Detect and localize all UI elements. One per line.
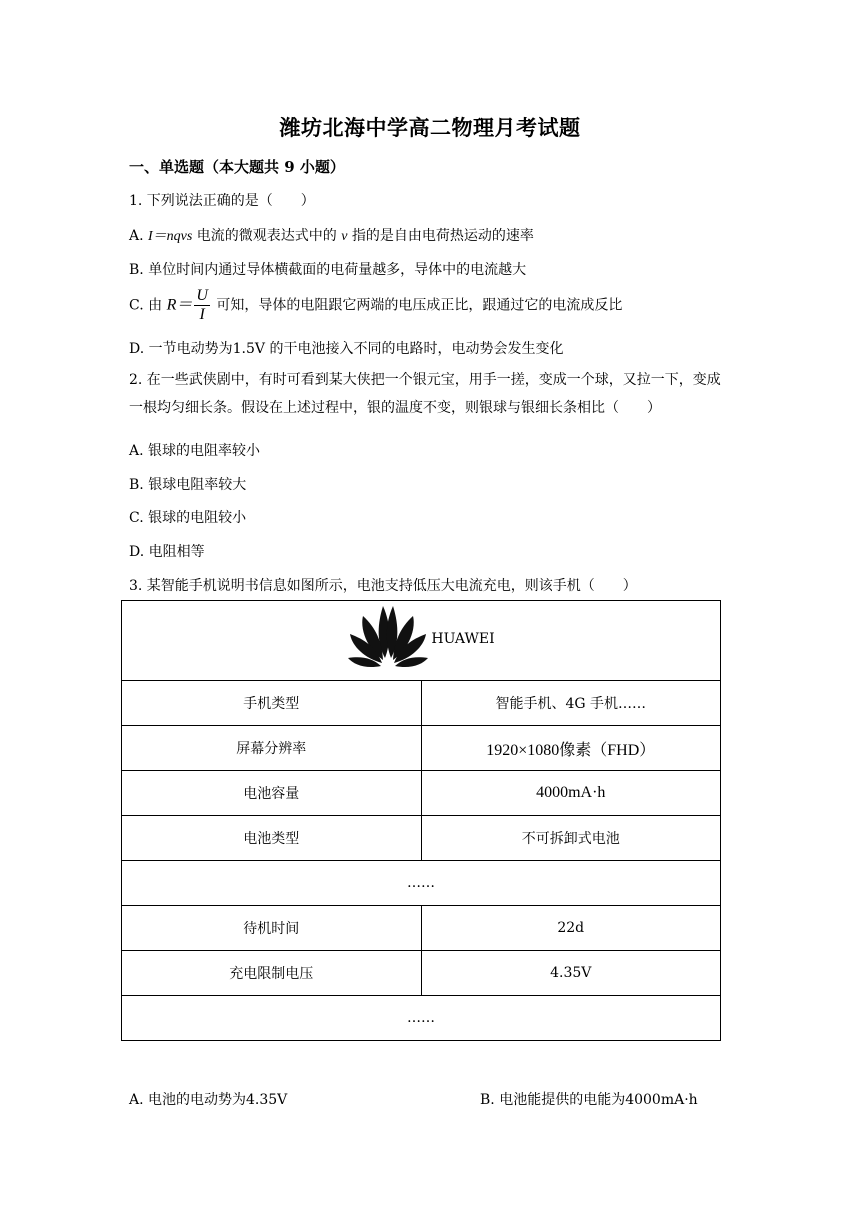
q2-stem: 2. 在一些武侠剧中，有时可看到某大侠把一个银元宝，用手一搓，变成一个球，又拉一下，变成一根均匀细长条。假设在上述过程中，银的温度不变，则银球与银细长条相比（ ） xyxy=(129,372,721,416)
section-heading: 一、单选题（本大题共 9 小题） xyxy=(129,158,345,176)
q1-stem: 1. 下列说法正确的是（ ） xyxy=(129,193,315,209)
q1-option-c-fraction xyxy=(194,287,210,324)
q1-option-a-var: v xyxy=(341,229,348,244)
q1-option-a-text-1: 电流的微观表达式中的 xyxy=(192,228,342,244)
spec-value: 22d xyxy=(421,906,721,951)
q1-option-c-denominator: I xyxy=(199,306,205,323)
spec-ellipsis: …… xyxy=(122,996,721,1041)
q1-option-a-text-2: 指的是自由电荷热运动的速率 xyxy=(347,228,534,244)
q1-option-c-text: 可知，导体的电阻跟它两端的电压成正比，跟通过它的电流成反比 xyxy=(211,297,623,314)
q1-option-a-formula: I＝nqvs xyxy=(148,229,193,244)
spec-value: 智能手机、4G 手机…… xyxy=(421,681,721,726)
spec-logo-cell xyxy=(122,601,721,681)
spec-value: 不可拆卸式电池 xyxy=(421,816,721,861)
q3-option-b: B. 电池能提供的电能为4000mA·h xyxy=(480,1092,698,1108)
q1-option-a xyxy=(129,225,534,245)
spec-row xyxy=(122,906,721,951)
page-title: 潍坊北海中学高二物理月考试题 xyxy=(279,115,581,140)
q1-option-c-lhs: R＝ xyxy=(166,296,193,314)
spec-row xyxy=(122,726,721,771)
q1-option-c-prefix: C. 由 xyxy=(129,297,167,314)
q1-option-b: B. 单位时间内通过导体横截面的电荷量越多，导体中的电流越大 xyxy=(129,262,527,278)
spec-label: 手机类型 xyxy=(122,681,422,726)
spec-value: 4.35V xyxy=(421,951,721,996)
brand-name: HUAWEI xyxy=(431,630,495,647)
q3-option-a: A. 电池的电动势为4.35V xyxy=(129,1092,288,1108)
spec-logo-row xyxy=(122,601,721,681)
spec-row xyxy=(122,816,721,861)
spec-label: 屏幕分辨率 xyxy=(122,726,422,771)
spec-row xyxy=(122,951,721,996)
spec-label: 电池类型 xyxy=(122,816,422,861)
spec-row xyxy=(122,681,721,726)
huawei-logo-icon xyxy=(347,604,429,674)
spec-row xyxy=(122,771,721,816)
spec-ellipsis-row xyxy=(122,861,721,906)
q2-option-c: C. 银球的电阻较小 xyxy=(129,510,247,526)
q1-option-c-numerator: U xyxy=(196,287,208,304)
q3-stem: 3. 某智能手机说明书信息如图所示，电池支持低压大电流充电，则该手机（ ） xyxy=(129,578,637,594)
q2-option-d: D. 电阻相等 xyxy=(129,544,205,560)
q2-option-b: B. 银球电阻率较大 xyxy=(129,477,247,493)
brand-logo xyxy=(347,604,494,674)
spec-table xyxy=(121,600,721,1041)
q2-option-a: A. 银球的电阻率较小 xyxy=(129,443,261,459)
spec-label: 待机时间 xyxy=(122,906,422,951)
spec-value: 1920×1080像素（FHD） xyxy=(421,726,721,771)
spec-value: 4000mA·h xyxy=(421,771,721,816)
spec-label: 充电限制电压 xyxy=(122,951,422,996)
spec-ellipsis-row xyxy=(122,996,721,1041)
q1-option-d: D. 一节电动势为1.5V 的干电池接入不同的电路时，电动势会发生变化 xyxy=(129,341,564,357)
spec-ellipsis: …… xyxy=(122,861,721,906)
q1-option-a-prefix: A. xyxy=(129,228,149,244)
q1-option-c xyxy=(129,287,622,324)
spec-label: 电池容量 xyxy=(122,771,422,816)
